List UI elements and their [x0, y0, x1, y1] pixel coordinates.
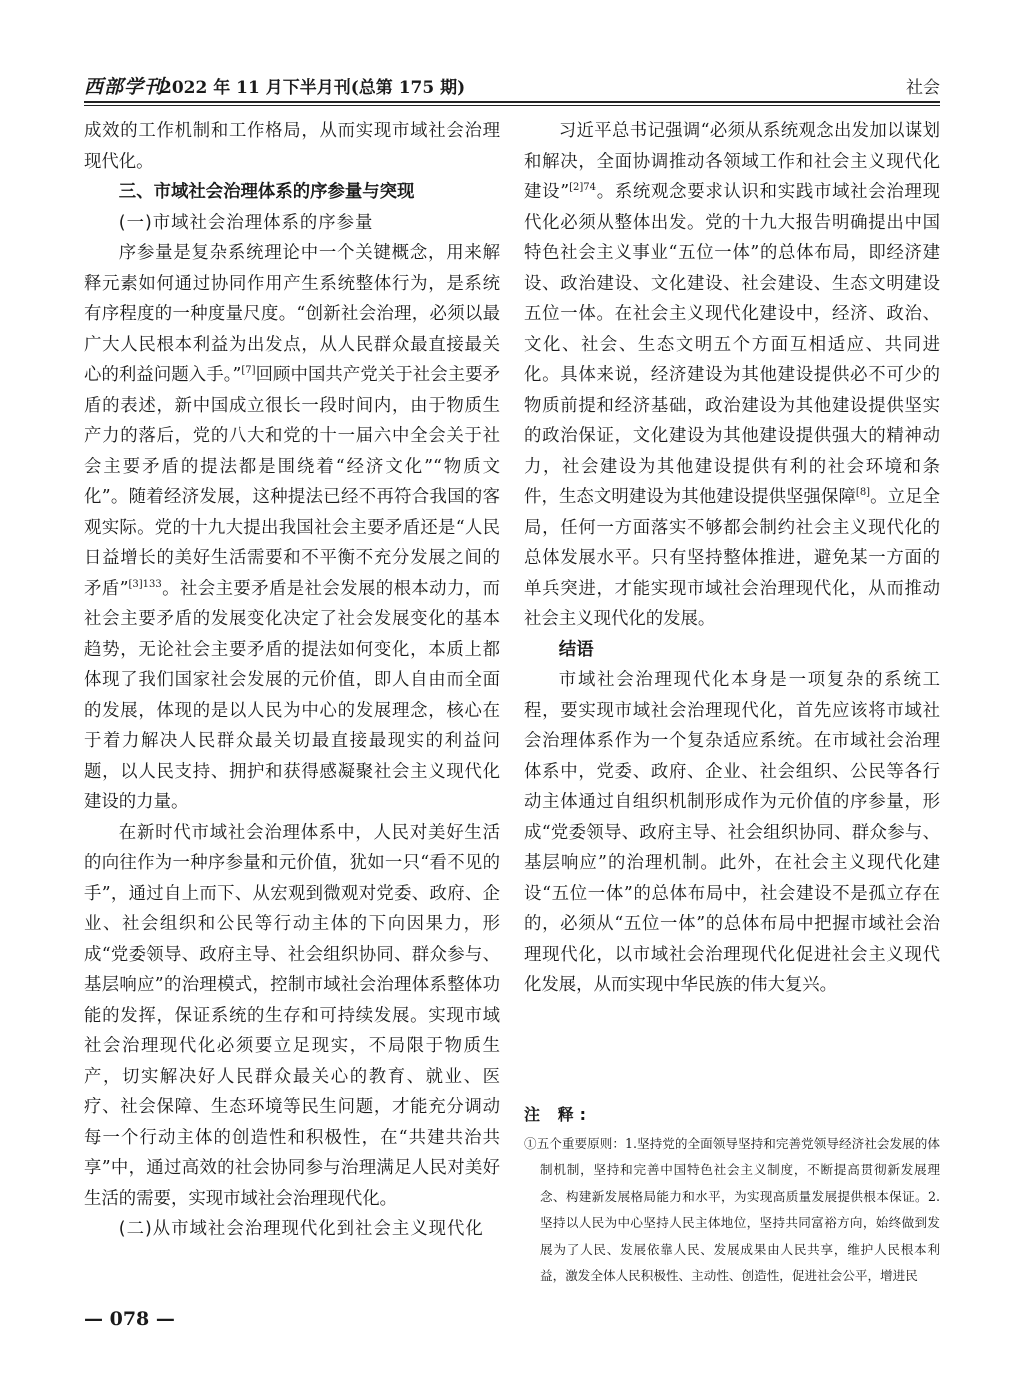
- conclusion-heading: 结语: [558, 639, 594, 660]
- note-item: ①五个重要原则：1.坚持党的全面领导坚持和完善党领导经济社会发展的体制机制，坚持和完善中国特色社会主义制度，不断提高贯彻新发展理念、构建新发展格局能力和水平，为实现高质量发展提供根本保证。2.坚持以人民为中心坚持人民主体地位，坚持共同富裕方向，始终做到发展为了人民、发展依靠人民、发展成果由人民共享，维护人民根本利益，激发全体人民积极性、主动性、创造性，促进社会公平，增进民: [524, 1135, 940, 1283]
- text-run: 。社会主要矛盾是社会发展的根本动力，而社会主要矛盾的发展变化决定了社会发展变化的基本趋势，无论社会主要矛盾的提法如何变化，本质上都体现了我们国家社会发展的元价值，即人自由而全面的发展，体现的是以人民为中心的发展理念，核心在于着力解决人民群众最关切最直接最现实的利益问题，以人民支持、拥护和获得感凝聚社会主义现代化建设的力量。: [84, 578, 500, 812]
- citation-ref: [3]133: [128, 578, 162, 590]
- citation-ref: [8]: [855, 487, 871, 499]
- text-run: 序参量是复杂系统理论中一个关键概念，用来解释元素如何通过协同作用产生系统整体行为，是系统有序程度的一种度量尺度。“创新社会治理，必须以最广大人民根本利益为出发点，从人民群众最直接最关心的利益问题入手。”: [84, 243, 500, 385]
- text-run: 回顾中国共产党关于社会主要矛盾的表述，新中国成立很长一段时间内，由于物质生产力的落后，党的八大和党的十一届六中全会关于社会主要矛盾的提法都是围绕着“经济文化”“物质文化”。随着经济发展，这种提法已经不再符合我国的客观实际。党的十九大提出我国社会主要矛盾还是“人民日益增长的美好生活需要和不平衡不充分发展之间的矛盾”: [84, 365, 500, 599]
- page-number: — 078 —: [84, 1308, 175, 1330]
- running-header: [84, 72, 940, 98]
- right-column: [524, 116, 940, 1001]
- section-label: 社会: [906, 78, 940, 98]
- paragraph-conclusion: 市域社会治理现代化本身是一项复杂的系统工程，要实现市域社会治理现代化，首先应该将市域社会治理体系作为一个复杂适应系统。在市域社会治理体系中，党委、政府、企业、社会组织、公民等各行动主体通过自组织机制形成作为元价值的序参量，形成“党委领导、政府主导、社会组织协同、群众参与、基层响应”的治理机制。此外，在社会主义现代化建设“五位一体”的总体布局中，社会建设不是孤立存在的，必须从“五位一体”的总体布局中把握市域社会治理现代化，以市域社会治理现代化促进社会主义现代化发展，从而实现中华民族的伟大复兴。: [524, 670, 940, 995]
- left-column: [84, 116, 500, 1245]
- citation-ref: [2]74: [569, 182, 596, 194]
- header-rule: [84, 101, 940, 103]
- subsection-heading: (二)从市域社会治理现代化到社会主义现代化: [118, 1219, 484, 1239]
- paragraph-system-view: [524, 116, 940, 635]
- text-run: 习近平总书记强调“必须从系统观念出发加以谋划和解决，全面协调推动各领域工作和社会主义现代化建设”: [524, 121, 940, 202]
- citation-ref: [7]: [241, 365, 256, 377]
- text-run: 。系统观念要求认识和实践市域社会治理现代化必须从整体出发。党的十九大报告明确提出中国特色社会主义事业“五位一体”的总体布局，即经济建设、政治建设、文化建设、社会建设、生态文明建设五位一体。在社会主义现代化建设中，经济、政治、文化、社会、生态文明五个方面互相适应、共同进化。具体来说，经济建设为其他建设提供必不可少的物质前提和经济基础，政治建设为其他建设提供坚实的政治保证，文化建设为其他建设提供强大的精神动力，社会建设为其他建设提供有利的社会环境和条件，生态文明建设为其他建设提供坚强保障: [524, 182, 940, 507]
- journal-logo: 西部学刊: [84, 76, 165, 98]
- notes-section: [524, 1102, 940, 1290]
- paragraph-new-era: 在新时代市域社会治理体系中，人民对美好生活的向往作为一种序参量和元价值，犹如一只“看不见的手”，通过自上而下、从宏观到微观对党委、政府、企业、社会组织和公民等行动主体的下向因果力，形成“党委领导、政府主导、社会组织协同、群众参与、基层响应”的治理模式，控制市域社会治理体系整体功能的发挥，保证系统的生存和可持续发展。实现市域社会治理现代化必须要立足现实，不局限于物质生产，切实解决好人民群众最关心的教育、就业、医疗、社会保障、生态环境等民生问题，才能充分调动每一个行动主体的创造性和积极性，在“共建共治共享”中，通过高效的社会协同参与治理满足人民对美好生活的需要，实现市域社会治理现代化。: [84, 822, 500, 1209]
- notes-title: 注 释:: [524, 1105, 592, 1124]
- paragraph-continued: 成效的工作机制和工作格局，从而实现市域社会治理现代化。: [84, 121, 500, 172]
- paragraph-order-parameter: [84, 238, 500, 818]
- subsection-heading: (一)市域社会治理体系的序参量: [118, 212, 374, 233]
- header-rule-thin: [84, 105, 940, 106]
- section-heading: 三、市域社会治理体系的序参量与突现: [118, 182, 415, 202]
- issue-info: 2022 年 11 月下半月刊(总第 175 期): [160, 78, 466, 98]
- text-run: 。立足全局，任何一方面落实不够都会制约社会主义现代化的总体发展水平。只有坚持整体推进，避免某一方面的单兵突进，才能实现市域社会治理现代化，从而推动社会主义现代化的发展。: [524, 487, 940, 629]
